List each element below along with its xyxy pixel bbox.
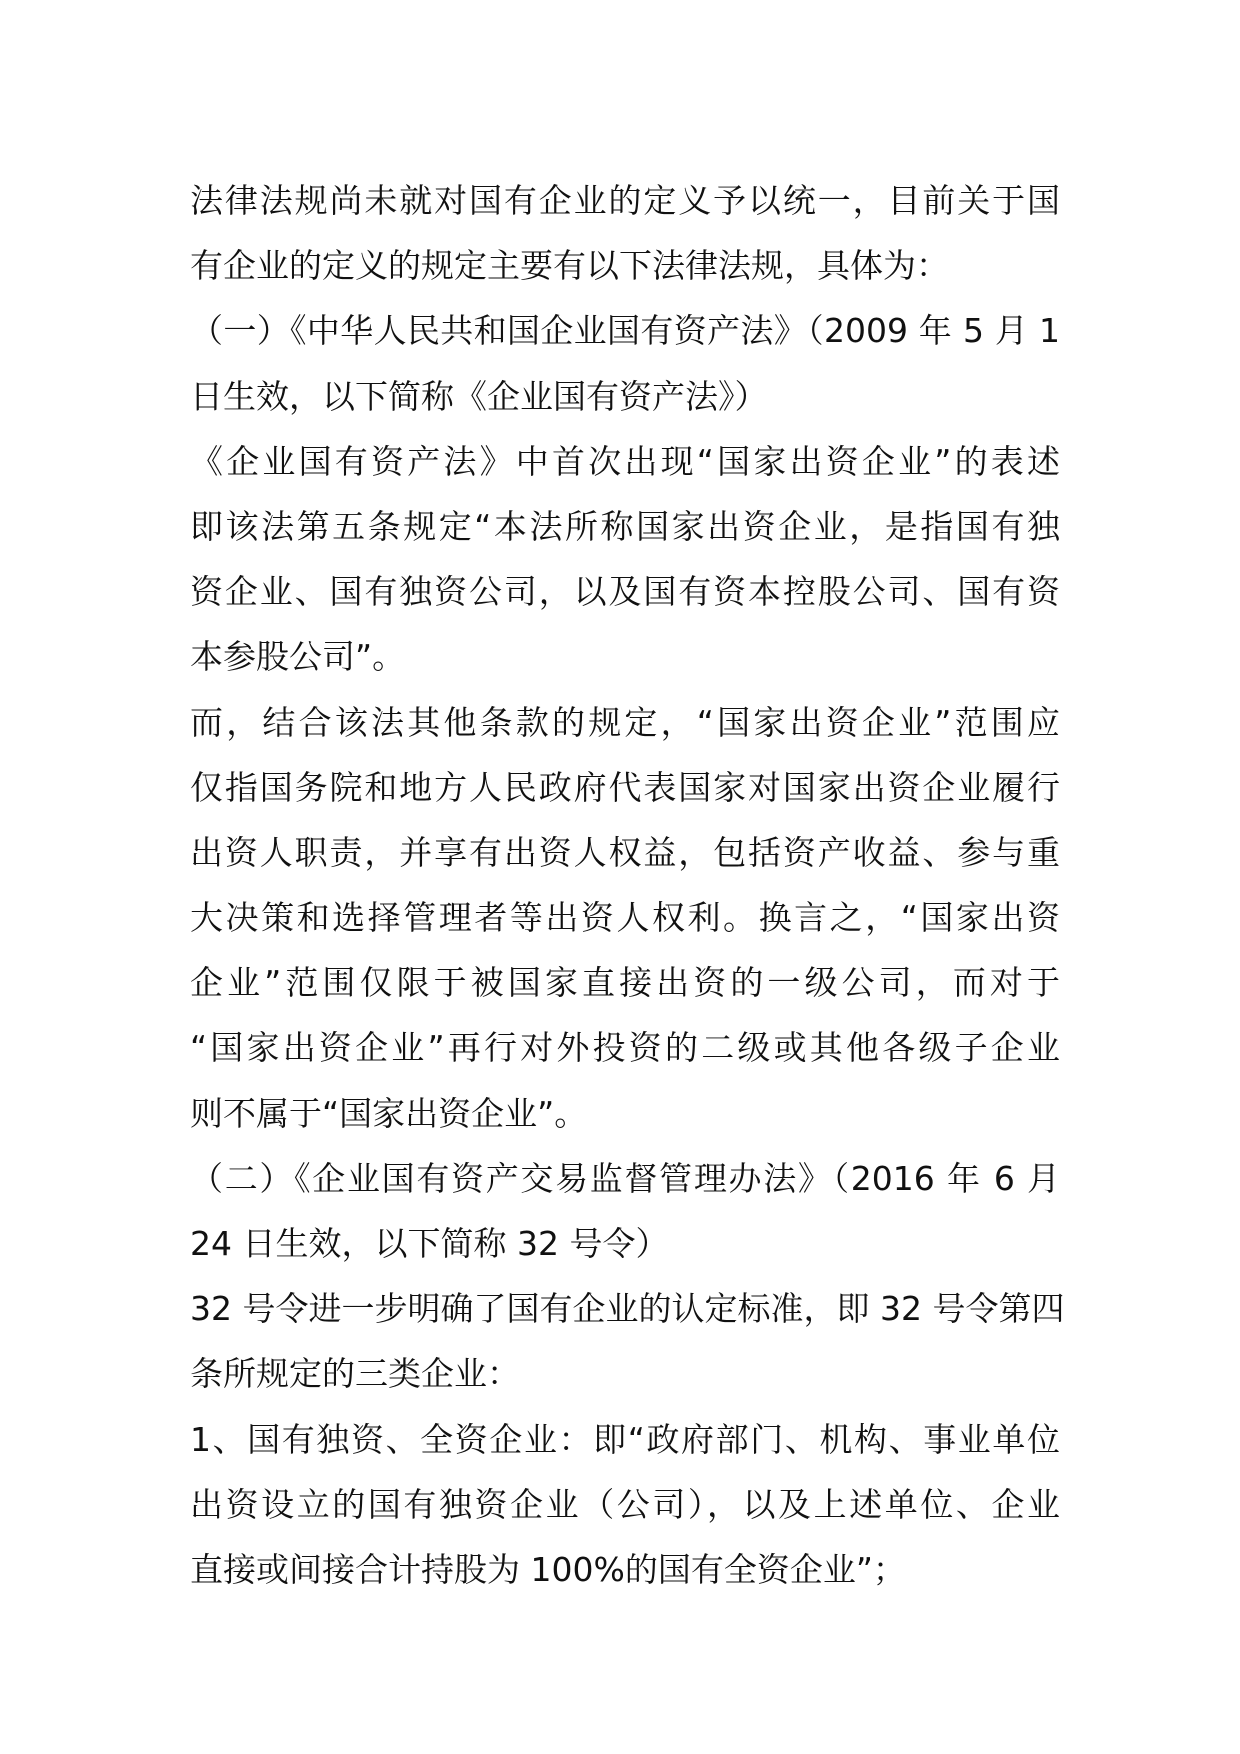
text-line: 24 日生效，以下简称 32 号令） xyxy=(190,1224,669,1263)
text-line: 本参股公司”。 xyxy=(190,637,406,677)
text-line: 1、国有独资、全资企业：即“政府部门、机构、事业单位 xyxy=(190,1419,1060,1459)
text-line: 直接或间接合计持股为 100%的国有全资企业”； xyxy=(190,1549,906,1589)
text-line: 32 号令进一步明确了国有企业的认定标准，即 32 号令第四 xyxy=(190,1289,1065,1329)
text-line: 资企业、国有独资公司，以及国有资本控股公司、国有资 xyxy=(190,572,1060,612)
text-line: 《企业国有资产法》中首次出现“国家出资企业”的表述 xyxy=(190,441,1060,481)
text-line: 仅指国务院和地方人民政府代表国家对国家出资企业履行 xyxy=(190,767,1060,807)
document-body xyxy=(190,168,1065,1602)
text-line: 条所规定的三类企业： xyxy=(190,1354,520,1394)
text-line: 大决策和选择管理者等出资人权利。换言之，“国家出资 xyxy=(190,898,1060,938)
text-line: 出资人职责，并享有出资人权益，包括资产收益、参与重 xyxy=(190,832,1060,872)
text-line: “国家出资企业”再行对外投资的二级或其他各级子企业 xyxy=(190,1028,1060,1068)
text-line: 而，结合该法其他条款的规定，“国家出资企业”范围应 xyxy=(190,702,1060,742)
text-line: 企业”范围仅限于被国家直接出资的一级公司，而对于 xyxy=(190,963,1060,1003)
text-line: 即该法第五条规定“本法所称国家出资企业，是指国有独 xyxy=(190,506,1060,546)
text-line: 法律法规尚未就对国有企业的定义予以统一，目前关于国 xyxy=(190,181,1060,220)
text-line: 有企业的定义的规定主要有以下法律法规，具体为： xyxy=(190,246,949,286)
text-line: 出资设立的国有独资企业（公司），以及上述单位、企业 xyxy=(190,1484,1060,1524)
text-line: 日生效，以下简称《企业国有资产法》） xyxy=(190,376,768,416)
text-line: （二）《企业国有资产交易监督管理办法》（2016 年 6 月 xyxy=(190,1158,1060,1198)
text-line: 则不属于“国家出资企业”。 xyxy=(190,1093,588,1133)
text-line: （一）《中华人民共和国企业国有资产法》（2009 年 5 月 1 xyxy=(190,311,1060,351)
